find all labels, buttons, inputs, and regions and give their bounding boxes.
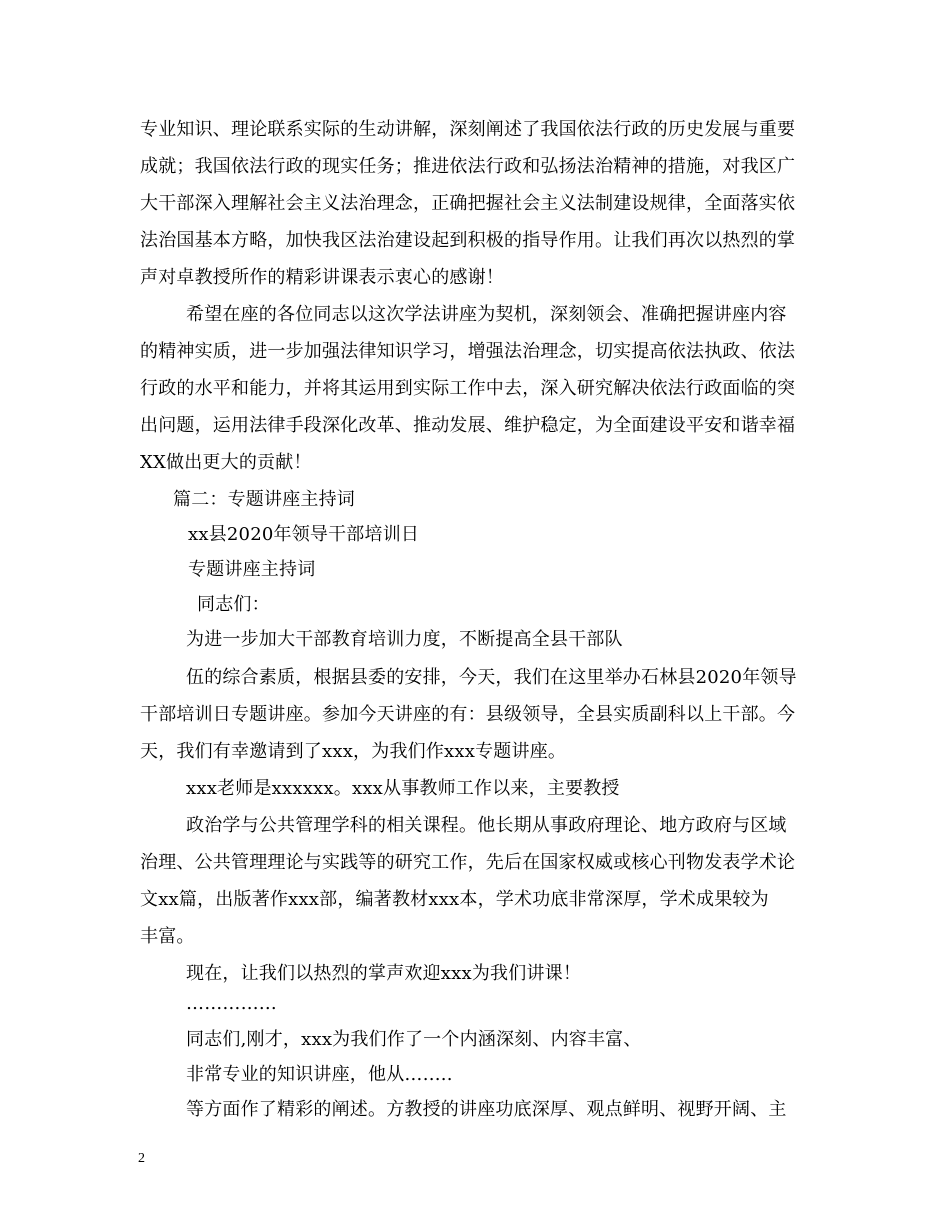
text-line: 专业知识、理论联系实际的生动讲解，深刻阐述了我国依法行政的历史发展与重要 (140, 119, 796, 140)
title-line: 专题讲座主持词 (188, 559, 316, 580)
ellipsis-line: …………… (186, 993, 277, 1014)
text-line: 出问题，运用法律手段深化改革、推动发展、维护稳定，为全面建设平安和谐幸福 (140, 415, 796, 436)
text-line: 天，我们有幸邀请到了xxx，为我们作xxx专题讲座。 (140, 741, 567, 762)
text-line: 成就；我国依法行政的现实任务；推进依法行政和弘扬法治精神的措施，对我区广 (140, 156, 796, 177)
text-line: 丰富。 (140, 926, 195, 947)
text-line: 文xx篇，出版著作xxx部，编著教材xxx本，学术功底非常深厚，学术成果较为 (140, 889, 769, 910)
text-line: 同志们,刚才，xxx为我们作了一个内涵深刻、内容丰富、 (186, 1029, 642, 1050)
title-line: xx县2020年领导干部培训日 (188, 524, 420, 545)
text-line: 伍的综合素质，根据县委的安排，今天，我们在这里举办石林县2020年领导 (186, 667, 797, 688)
page-number: 2 (138, 1151, 145, 1166)
text-line: 等方面作了精彩的阐述。方教授的讲座功底深厚、观点鲜明、视野开阔、主 (186, 1099, 787, 1120)
text-line: 法治国基本方略，加快我区法治建设起到积极的指导作用。让我们再次以热烈的掌 (140, 230, 796, 251)
text-line: 干部培训日专题讲座。参加今天讲座的有：县级领导，全县实质副科以上干部。今 (140, 704, 796, 725)
salutation-line: 同志们： (197, 594, 270, 615)
text-line: 为进一步加大干部教育培训力度，不断提高全县干部队 (186, 629, 623, 650)
text-line: 声对卓教授所作的精彩讲课表示衷心的感谢！ (140, 267, 504, 288)
text-line: 行政的水平和能力，并将其运用到实际工作中去，深入研究解决依法行政面临的突 (140, 378, 796, 399)
text-line: xxx老师是xxxxxx。xxx从事教师工作以来，主要教授 (186, 778, 620, 799)
text-line: 大干部深入理解社会主义法治理念，正确把握社会主义法制建设规律，全面落实依 (140, 193, 796, 214)
section-heading: 篇二：专题讲座主持词 (173, 489, 355, 510)
text-line: 的精神实质，进一步加强法律知识学习，增强法治理念，切实提高依法执政、依法 (140, 341, 796, 362)
text-line: 现在，让我们以热烈的掌声欢迎xxx为我们讲课！ (186, 963, 582, 984)
paragraph-start-line: 希望在座的各位同志以这次学法讲座为契机，深刻领会、准确把握讲座内容 (186, 304, 787, 325)
text-line: 非常专业的知识讲座，他从…….. (186, 1064, 453, 1085)
text-line: 治理、公共管理理论与实践等的研究工作，先后在国家权威或核心刊物发表学术论 (140, 852, 796, 873)
text-line: XX做出更大的贡献！ (140, 452, 312, 473)
text-line: 政治学与公共管理学科的相关课程。他长期从事政府理论、地方政府与区域 (186, 815, 787, 836)
